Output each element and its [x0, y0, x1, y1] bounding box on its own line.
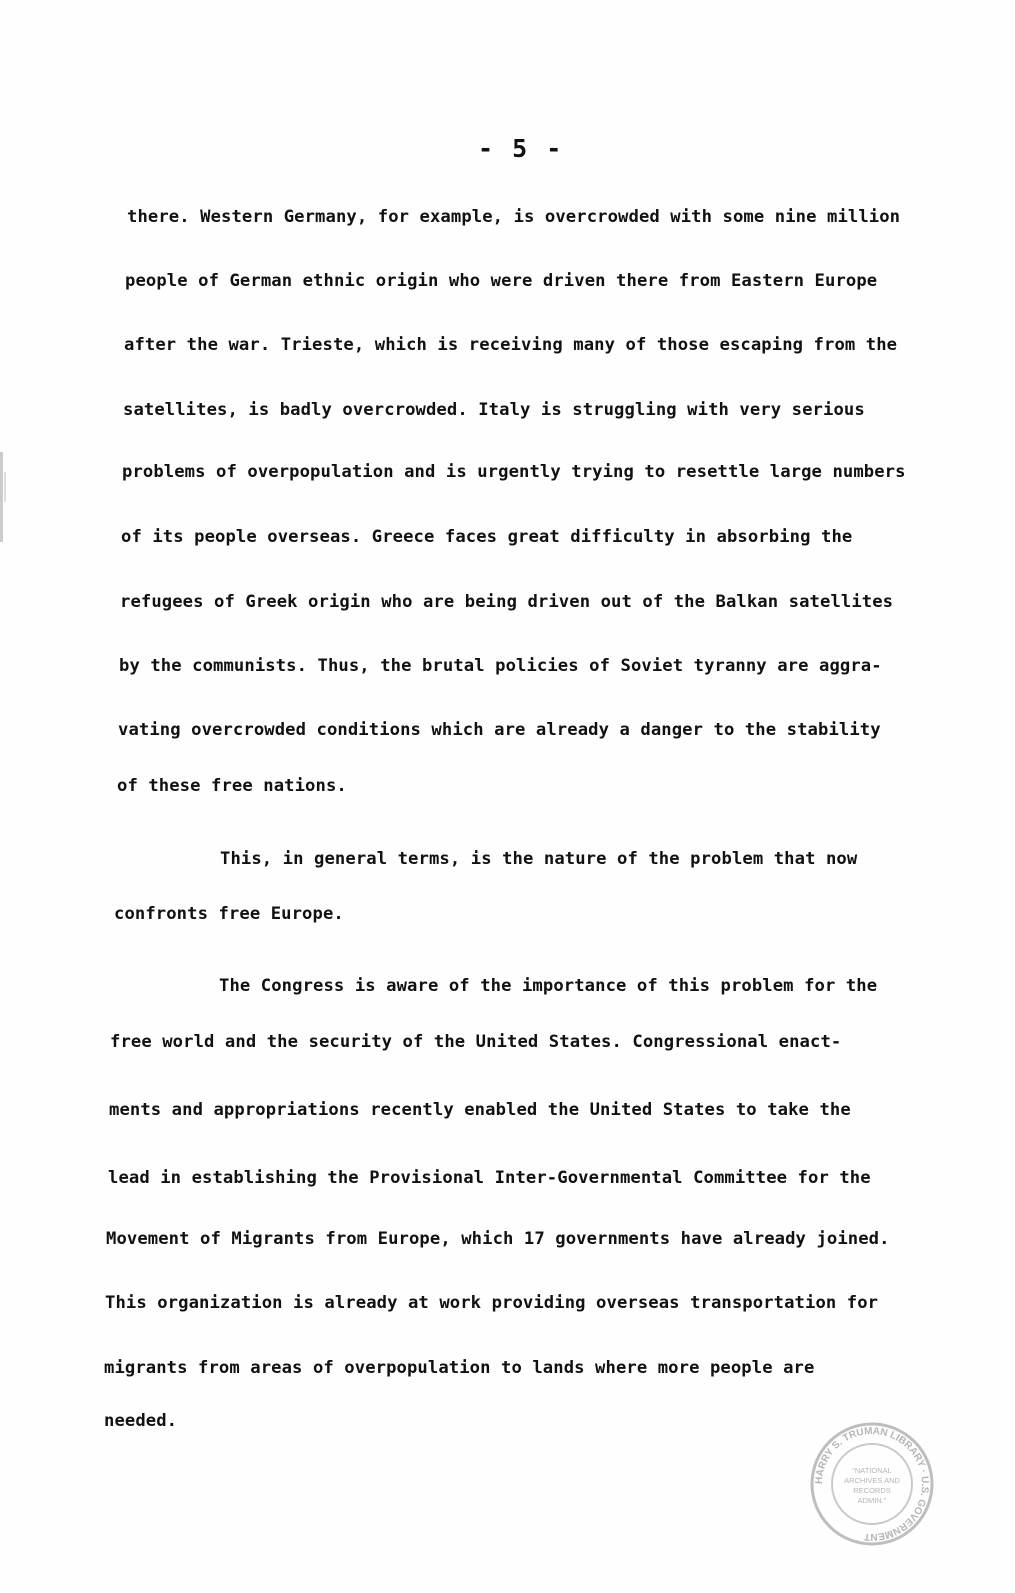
body-line: needed.	[104, 1411, 178, 1431]
body-line: refugees of Greek origin who are being driven out of the Balkan satellites	[120, 592, 894, 612]
body-line: people of German ethnic origin who were driven there from Eastern Europe	[125, 271, 878, 291]
body-line: lead in establishing the Provisional Inter-Governmental Committee for the	[108, 1168, 871, 1188]
svg-text:"NATIONAL: "NATIONAL	[852, 1466, 892, 1475]
svg-text:HARRY S. TRUMAN LIBRARY · U.S.: HARRY S. TRUMAN LIBRARY · U.S. GOVERNMENT	[813, 1425, 931, 1543]
body-line: after the war. Trieste, which is receiving many of those escaping from the	[124, 335, 898, 355]
body-line: This, in general terms, is the nature of the problem that now	[220, 849, 858, 869]
body-line: ments and appropriations recently enabled the United States to take the	[109, 1100, 851, 1120]
svg-text:ADMIN.": ADMIN."	[857, 1496, 887, 1505]
body-line: This organization is already at work providing overseas transportation for	[105, 1293, 879, 1313]
svg-text:RECORDS: RECORDS	[853, 1486, 891, 1495]
body-line: Movement of Migrants from Europe, which 17 governments have already joined.	[106, 1229, 890, 1249]
svg-text:ARCHIVES AND: ARCHIVES AND	[844, 1476, 900, 1485]
body-line: problems of overpopulation and is urgently trying to resettle large numbers	[122, 462, 906, 482]
body-line: there. Western Germany, for example, is overcrowded with some nine million	[127, 207, 901, 227]
page-number: - 5 -	[478, 134, 564, 163]
archive-stamp	[808, 1420, 936, 1548]
body-line: The Congress is aware of the importance of this problem for the	[219, 976, 878, 996]
body-line: satellites, is badly overcrowded. Italy is struggling with very serious	[123, 400, 865, 420]
body-line: free world and the security of the United States. Congressional enact-	[110, 1032, 842, 1052]
body-line: of its people overseas. Greece faces great difficulty in absorbing the	[121, 527, 853, 547]
body-line: by the communists. Thus, the brutal policies of Soviet tyranny are aggra-	[119, 656, 882, 676]
body-line: vating overcrowded conditions which are already a danger to the stability	[118, 720, 881, 740]
body-line: of these free nations.	[117, 776, 347, 796]
body-line: confronts free Europe.	[114, 904, 344, 924]
scan-edge-mark	[0, 452, 10, 542]
body-line: migrants from areas of overpopulation to lands where more people are	[104, 1358, 815, 1378]
